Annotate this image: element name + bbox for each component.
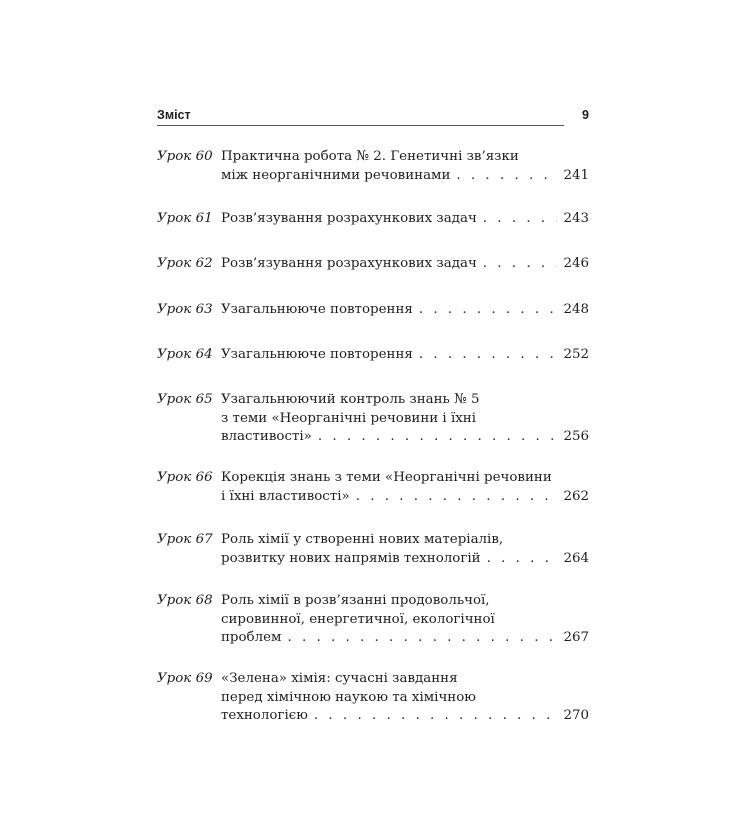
entry-title-line: технологією: [221, 708, 308, 723]
entry-title-line: Узагальнюючий контроль знань № 5: [221, 392, 480, 407]
dot-leader: [487, 550, 558, 569]
entry-title-line: Розв’язування розрахункових задач: [221, 256, 477, 271]
lesson-number: Урок 64: [157, 347, 213, 362]
lesson-number: Урок 67: [157, 532, 213, 547]
dot-leader: [419, 301, 558, 320]
entry-page-number: 243: [563, 211, 589, 226]
entry-title-line: Роль хімії в розв’язанні продовольчої,: [221, 593, 490, 608]
entry-page-number: 256: [563, 429, 589, 444]
entry-page-number: 246: [563, 256, 589, 271]
entry-title-line: Узагальнююче повторення: [221, 302, 413, 317]
entry-title-line: і їхні властивості»: [221, 488, 350, 504]
lesson-number: Урок 63: [157, 302, 213, 317]
entry-page-number: 252: [563, 347, 589, 362]
lesson-number: Урок 61: [157, 211, 213, 226]
lesson-number: Урок 66: [157, 470, 213, 485]
entry-title-line: з теми «Неорганічні речовини і їхні: [221, 410, 477, 426]
entry-title-line: Корекція знань з теми «Неорганічні речовини: [221, 470, 552, 485]
dot-leader: [356, 488, 558, 507]
entry-title-line: Практична робота № 2. Генетичні зв’язки: [221, 149, 519, 164]
header-title: Зміст: [157, 108, 191, 122]
entry-title-line: проблем: [221, 630, 282, 645]
entry-title-line: Роль хімії у створенні нових матеріалів,: [221, 532, 504, 547]
entry-title-line: «Зелена» хімія: сучасні завдання: [221, 671, 458, 686]
entry-title-line: між неорганічними речовинами: [221, 167, 451, 183]
header-rule: [157, 125, 564, 126]
entry-title-line: розвитку нових напрямів технологій: [221, 550, 481, 566]
lesson-number: Урок 69: [157, 671, 213, 686]
entry-page-number: 267: [563, 630, 589, 645]
lesson-number: Урок 62: [157, 256, 213, 271]
entry-page-number: 262: [563, 488, 589, 504]
entry-page-number: 264: [563, 550, 589, 566]
entry-title-line: Розв’язування розрахункових задач: [221, 211, 477, 226]
lesson-number: Урок 65: [157, 392, 213, 407]
entry-title-line: сировинної, енергетичної, екологічної: [221, 611, 495, 627]
entry-title-line: перед хімічною наукою та хімічною: [221, 689, 476, 705]
dot-leader: [456, 167, 557, 186]
dot-leader: [483, 255, 558, 274]
lesson-number: Урок 68: [157, 593, 213, 608]
entry-page-number: 241: [563, 167, 589, 183]
lesson-number: Урок 60: [157, 149, 213, 164]
dot-leader: [318, 428, 558, 447]
dot-leader: [483, 210, 558, 229]
entry-title-line: Узагальнююче повторення: [221, 347, 413, 362]
entry-page-number: 270: [563, 708, 589, 723]
dot-leader: [287, 629, 557, 648]
running-header: [157, 108, 589, 130]
dot-leader: [419, 346, 558, 365]
entry-page-number: 248: [563, 302, 589, 317]
dot-leader: [314, 707, 558, 726]
page-number: 9: [582, 108, 589, 122]
entry-title-line: властивості»: [221, 429, 312, 444]
